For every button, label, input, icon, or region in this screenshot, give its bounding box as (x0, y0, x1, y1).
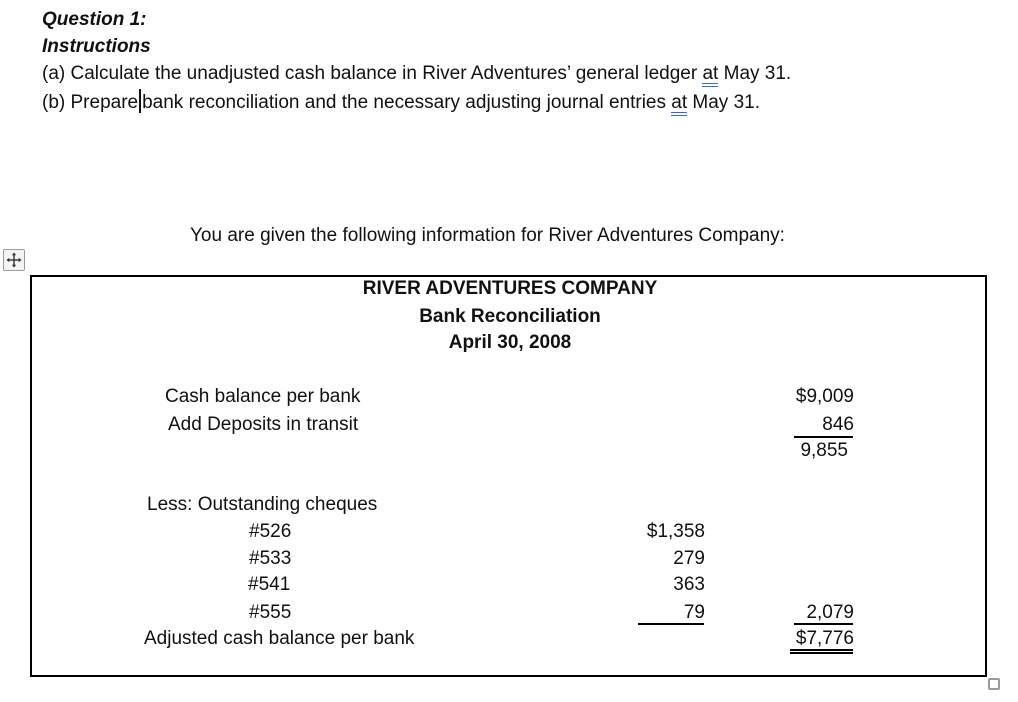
cheque-amount: 279 (673, 548, 705, 569)
outstanding-cheques-label: Less: Outstanding cheques (147, 494, 378, 515)
cheque-number: #526 (249, 521, 292, 542)
adjusted-balance-amount: $7,776 (795, 628, 854, 649)
instruction-line-a (42, 62, 791, 86)
cash-balance-label: Cash balance per bank (165, 386, 361, 407)
deposits-in-transit-label: Add Deposits in transit (168, 414, 359, 435)
cheque-amount: $1,358 (646, 521, 705, 542)
instructions-heading: Instructions (42, 36, 151, 57)
statement-date: April 30, 2008 (448, 332, 572, 353)
statement-title: Bank Reconciliation (419, 306, 601, 327)
intro-text: You are given the following information for River Adventures Company: (190, 225, 785, 246)
instruction-line-b (42, 89, 760, 115)
cheque-number: #555 (249, 602, 292, 623)
company-name: RIVER ADVENTURES COMPANY (362, 278, 658, 299)
grammar-flag-at[interactable]: at (702, 63, 719, 84)
cheque-number: #541 (248, 574, 291, 595)
instruction-b-text: bank reconciliation and the necessary adjusting journal entries (142, 92, 672, 113)
cheque-amount: 79 (683, 602, 705, 623)
instruction-b-text-start: (b) Prepare (42, 92, 139, 113)
double-underline-bottom (790, 652, 853, 654)
cash-balance-amount: $9,009 (795, 386, 854, 407)
cheque-amount: 363 (673, 574, 705, 595)
adjusted-balance-label: Adjusted cash balance per bank (144, 628, 415, 649)
deposits-in-transit-amount: 846 (822, 414, 854, 435)
cheques-total-rule (638, 623, 704, 625)
instruction-b-suffix: May 31. (687, 92, 760, 113)
instruction-a-suffix: May 31. (718, 63, 792, 84)
total-rule (794, 623, 853, 625)
double-underline-top (790, 649, 853, 651)
subtotal-amount: 9,855 (800, 440, 848, 461)
table-move-handle[interactable] (3, 249, 25, 271)
text-cursor (139, 89, 141, 113)
subtotal-rule (794, 436, 853, 438)
instruction-a-text: (a) Calculate the unadjusted cash balance in River Adventures’ general ledger (42, 63, 703, 84)
grammar-flag-at[interactable]: at (671, 92, 688, 113)
cheque-number: #533 (249, 548, 292, 569)
table-resize-handle[interactable] (988, 678, 1000, 690)
outstanding-cheques-total: 2,079 (806, 602, 854, 623)
move-arrows-icon (6, 252, 22, 268)
question-title: Question 1: (42, 9, 147, 30)
